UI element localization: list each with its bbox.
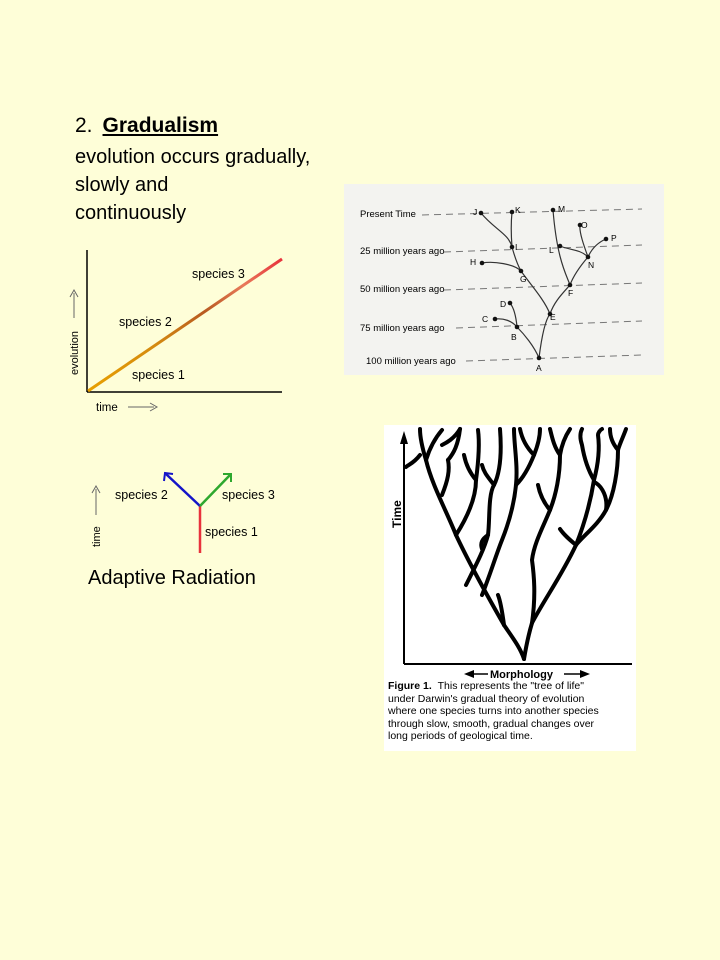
node-label-l: L — [549, 245, 554, 255]
time-label-50: 50 million years ago — [360, 284, 445, 295]
radiation-label-species-1: species 1 — [205, 525, 258, 539]
radiation-title: Adaptive Radiation — [88, 567, 256, 589]
time-label-25: 25 million years ago — [360, 246, 445, 257]
gradualism-graph — [60, 240, 300, 425]
heading-number: 2. — [75, 114, 93, 137]
caption-line-5: long periods of geological time. — [388, 730, 533, 743]
radiation-diagram — [80, 465, 300, 595]
node-label-d: D — [500, 299, 507, 309]
node-label-p: P — [611, 233, 617, 243]
caption-prefix: Figure 1. — [388, 680, 432, 692]
definition-line-2: slowly and — [75, 174, 169, 196]
radiation-axis-label: time — [91, 526, 103, 547]
definition-line-1: evolution occurs gradually, — [75, 146, 311, 168]
radiation-label-species-2: species 2 — [115, 488, 168, 502]
time-label-75: 75 million years ago — [360, 323, 445, 334]
caption-line-2: under Darwin's gradual theory of evolution — [388, 692, 585, 705]
definition-text — [75, 143, 375, 227]
figure-caption — [388, 680, 638, 743]
definition-line-3: continuously — [75, 202, 187, 224]
caption-line-1 — [388, 680, 638, 693]
graph-x-label: time — [96, 402, 118, 414]
caption-line-3: where one species turns into another species — [388, 705, 599, 718]
time-label-present: Present Time — [360, 209, 416, 220]
node-label-c: C — [482, 314, 489, 324]
figure-y-label: Time — [390, 500, 404, 528]
radiation-label-species-3: species 3 — [222, 488, 275, 502]
node-label-m: M — [558, 204, 566, 214]
node-label-b: B — [511, 332, 517, 342]
node-label-j: J — [473, 207, 478, 217]
evolution-line — [88, 259, 282, 391]
node-label-k: K — [515, 205, 521, 215]
node-label-f: F — [568, 288, 574, 298]
node-label-h: H — [470, 257, 477, 267]
graph-y-label: evolution — [69, 330, 81, 375]
figure-x-label: Morphology — [490, 669, 553, 681]
caption-first: This represents the "tree of life" — [437, 680, 584, 692]
node-label-i: I — [515, 242, 518, 252]
node-label-n: N — [588, 260, 595, 270]
phylogeny-diagram — [344, 184, 664, 375]
graph-label-species-1: species 1 — [132, 368, 185, 382]
page-heading — [75, 112, 218, 140]
caption-line-4: through slow, smooth, gradual changes over — [388, 717, 595, 730]
graph-label-species-2: species 2 — [119, 315, 172, 329]
node-label-o: O — [581, 220, 588, 230]
time-label-100: 100 million years ago — [366, 356, 456, 367]
branch-species-2 — [166, 474, 200, 506]
graph-label-species-3: species 3 — [192, 267, 245, 281]
heading-term: Gradualism — [102, 114, 219, 137]
node-label-g: G — [520, 274, 527, 284]
node-label-a: A — [536, 363, 542, 373]
node-label-e: E — [550, 312, 556, 322]
